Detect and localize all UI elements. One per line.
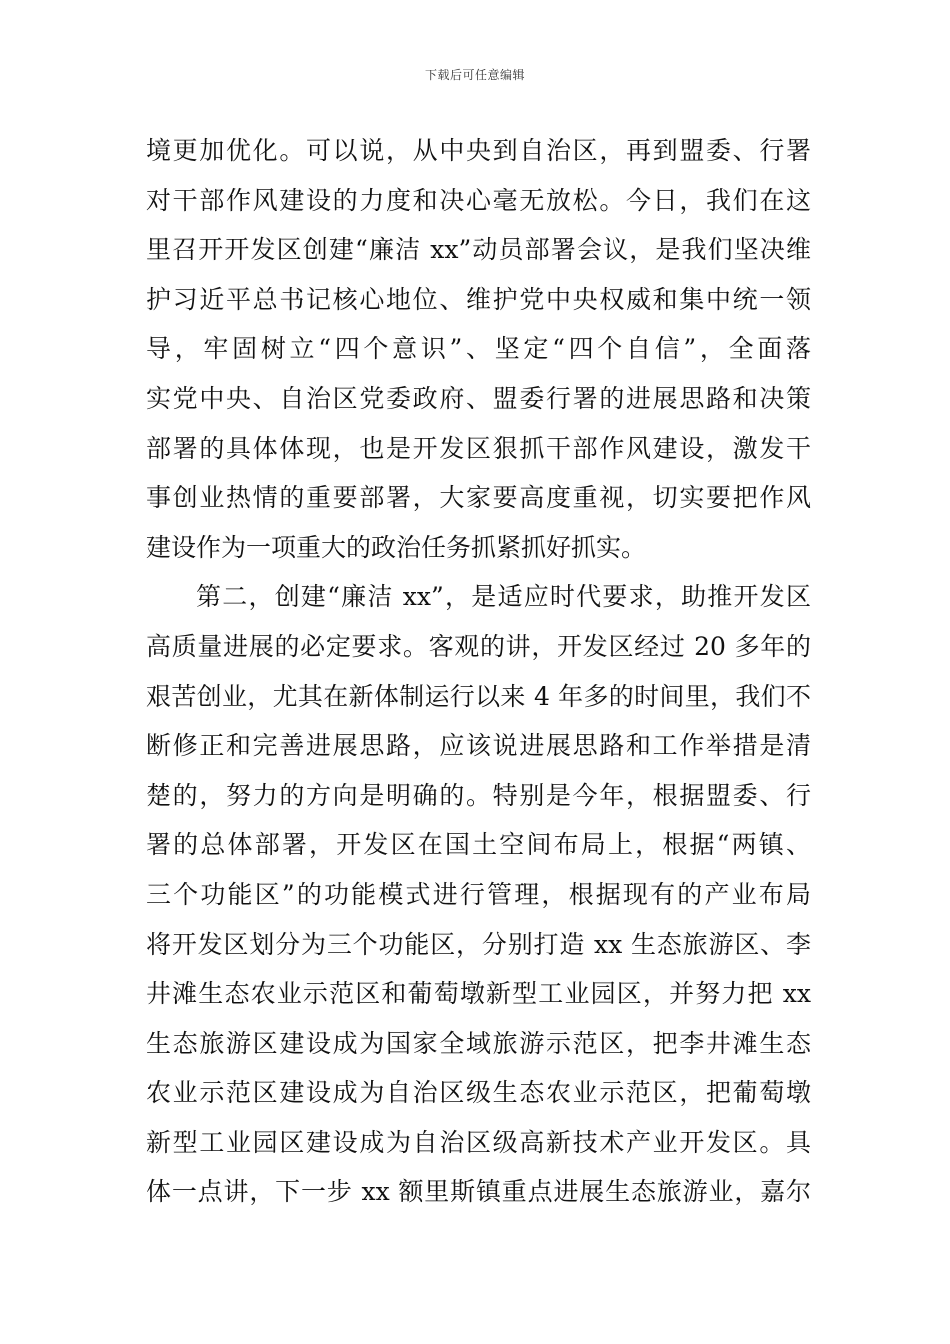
page-header: 下载后可任意编辑 <box>424 68 525 82</box>
text-line: 部署的具体体现，也是开发区狠抓干部作风建设，激发干 <box>146 433 811 463</box>
text-line: 境更加优化。可以说，从中央到自治区，再到盟委、行署 <box>146 136 811 165</box>
text-line: 体一点讲，下一步 xx 额里斯镇重点进展生态旅游业，嘉尔 <box>146 1177 811 1207</box>
text-line: 生态旅游区建设成为国家全域旅游示范区，把李井滩生态 <box>146 1028 811 1058</box>
text-line: 第二，创建“廉洁 xx”，是适应时代要求，助推开发区 <box>196 582 811 612</box>
text-line: 对干部作风建设的力度和决心毫无放松。今日，我们在这 <box>146 185 811 215</box>
text-line: 将开发区划分为三个功能区，分别打造 xx 生态旅游区、李 <box>146 929 811 959</box>
text-line: 实党中央、自治区党委政府、盟委行署的进展思路和决策 <box>146 383 811 413</box>
text-line: 高质量进展的必定要求。客观的讲，开发区经过 20 多年的 <box>146 631 811 661</box>
text-line: 建设作为一项重大的政治任务抓紧抓好抓实。 <box>146 532 647 562</box>
text-line: 署的总体部署，开发区在国土空间布局上，根据“两镇、 <box>146 830 811 860</box>
text-line: 楚的，努力的方向是明确的。特别是今年，根据盟委、行 <box>146 780 811 810</box>
text-line: 护习近平总书记核心地位、维护党中央权威和集中统一领 <box>146 284 811 314</box>
text-line: 里召开开发区创建“廉洁 xx”动员部署会议，是我们坚决维 <box>146 235 811 265</box>
text-line: 农业示范区建设成为自治区级生态农业示范区，把葡萄墩 <box>146 1078 811 1108</box>
text-line: 导，牢固树立“四个意识”、坚定“四个自信”，全面落 <box>146 334 811 364</box>
text-line: 三个功能区”的功能模式进行管理，根据现有的产业布局 <box>146 879 811 909</box>
text-line: 事创业热情的重要部署，大家要高度重视，切实要把作风 <box>146 483 811 513</box>
text-line: 新型工业园区建设成为自治区级高新技术产业开发区。具 <box>146 1127 811 1157</box>
body-text <box>146 126 811 1217</box>
text-line: 艰苦创业，尤其在新体制运行以来 4 年多的时间里，我们不 <box>146 681 811 711</box>
text-line: 井滩生态农业示范区和葡萄墩新型工业园区，并努力把 xx <box>146 979 811 1009</box>
text-line: 断修正和完善进展思路，应该说进展思路和工作举措是清 <box>146 731 811 761</box>
